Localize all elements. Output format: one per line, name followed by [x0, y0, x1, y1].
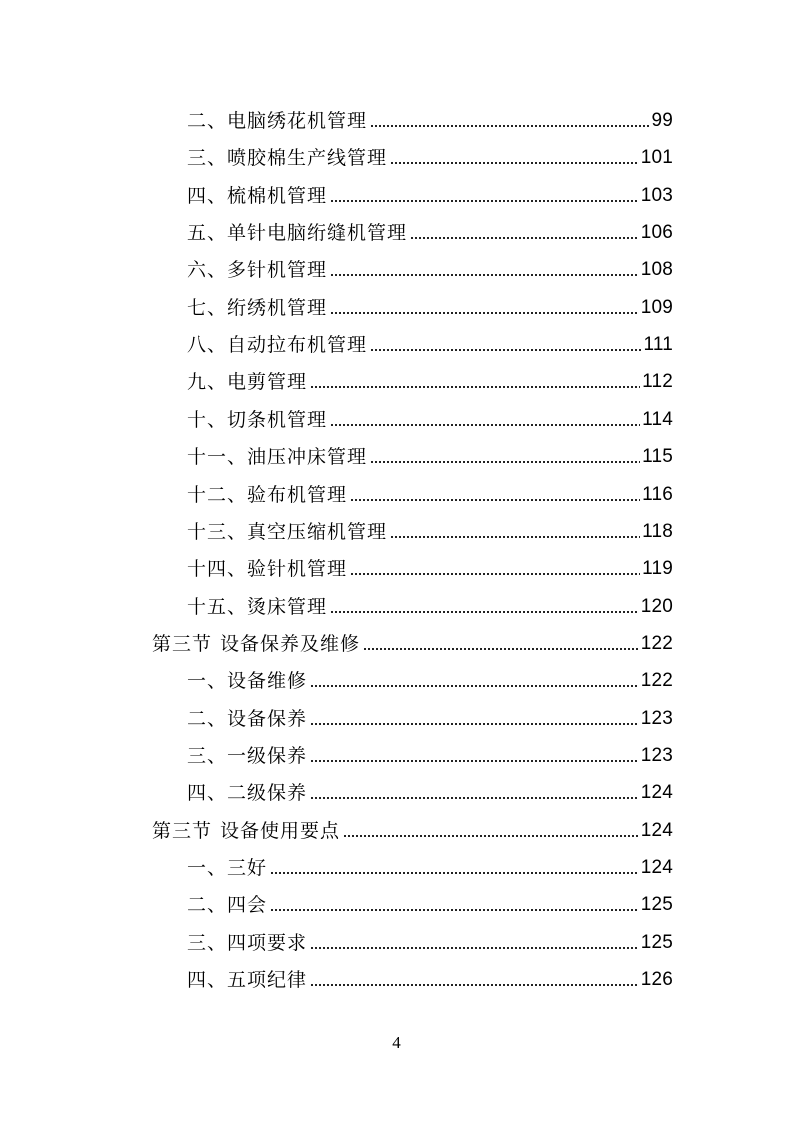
toc-entry[interactable] — [187, 215, 673, 245]
toc-entry[interactable] — [187, 589, 673, 619]
toc-entry[interactable] — [187, 402, 673, 432]
toc-entry-page-number: 116 — [642, 483, 673, 505]
toc-entry-title: 四、五项纪律 — [187, 969, 308, 992]
toc-entry-title: 二、四会 — [187, 894, 268, 917]
dot-leader — [370, 124, 649, 128]
dot-leader — [410, 236, 639, 240]
toc-entry-page-number: 99 — [651, 110, 673, 131]
dot-leader — [370, 348, 642, 352]
toc-entry-title: 二、电脑绣花机管理 — [187, 110, 368, 132]
toc-entry-title: 三、喷胶棉生产线管理 — [187, 147, 388, 170]
toc-entry[interactable] — [187, 887, 673, 917]
dot-leader — [370, 460, 640, 464]
toc-entry-title: 一、三好 — [187, 857, 268, 879]
toc-entry[interactable] — [187, 477, 673, 507]
page-number: 4 — [392, 1033, 401, 1052]
toc-entry-title: 十四、验针机管理 — [187, 558, 348, 581]
dot-leader — [330, 423, 640, 427]
toc-entry[interactable] — [187, 140, 673, 170]
toc-entry[interactable] — [187, 514, 673, 544]
toc-entry-title: 十、切条机管理 — [187, 408, 328, 431]
toc-entry[interactable] — [187, 663, 673, 693]
toc-entry-title: 第三节 设备保养及维修 — [152, 632, 361, 655]
toc-entry-page-number: 124 — [640, 782, 673, 804]
toc-entry-page-number: 119 — [642, 558, 673, 580]
toc-entry-title: 二、设备保养 — [187, 707, 308, 730]
dot-leader — [330, 311, 639, 315]
toc-entry-title: 一、设备维修 — [187, 670, 308, 693]
dot-leader — [350, 572, 640, 576]
toc-entry-page-number: 123 — [640, 707, 673, 729]
toc-entry[interactable] — [152, 813, 673, 843]
toc-entry[interactable] — [187, 327, 673, 357]
dot-leader — [270, 871, 639, 875]
toc-entry-title: 第三节 设备使用要点 — [152, 819, 341, 842]
toc-entry-page-number: 101 — [640, 147, 673, 169]
toc-entry[interactable] — [187, 775, 673, 805]
toc-entry[interactable] — [187, 290, 673, 320]
dot-leader — [330, 199, 639, 203]
toc-entry-page-number: 112 — [642, 371, 673, 393]
toc-entry-title: 九、电剪管理 — [187, 371, 308, 394]
toc-entry-page-number: 115 — [642, 446, 673, 468]
toc-entry-page-number: 109 — [640, 296, 673, 318]
toc-entry-page-number: 126 — [640, 969, 673, 991]
toc-entry-page-number: 125 — [640, 931, 673, 953]
dot-leader — [310, 722, 639, 726]
toc-entry-title: 八、自动拉布机管理 — [187, 334, 368, 357]
dot-leader — [330, 610, 639, 614]
dot-leader — [310, 796, 639, 800]
toc-entry-page-number: 103 — [640, 184, 673, 206]
toc-entry[interactable] — [187, 364, 673, 394]
toc-entry[interactable] — [187, 738, 673, 768]
toc-entry-page-number: 124 — [640, 857, 673, 878]
toc-entry-title: 四、梳棉机管理 — [187, 184, 328, 207]
toc-entry[interactable] — [187, 962, 673, 992]
dot-leader — [390, 535, 640, 539]
toc-entry[interactable] — [187, 925, 673, 955]
toc-entry-page-number: 108 — [640, 259, 673, 281]
dot-leader — [310, 759, 639, 763]
toc-entry-title: 十二、验布机管理 — [187, 483, 348, 506]
dot-leader — [343, 834, 639, 838]
toc-entry-title: 十一、油压冲床管理 — [187, 446, 368, 469]
toc-entry-title: 五、单针电脑绗缝机管理 — [187, 222, 408, 245]
toc-entry-title: 十三、真空压缩机管理 — [187, 520, 388, 543]
toc-entry-page-number: 122 — [640, 632, 673, 654]
dot-leader — [310, 946, 639, 950]
toc-entry[interactable] — [187, 551, 673, 581]
toc-entry-title: 六、多针机管理 — [187, 259, 328, 282]
toc-entry-title: 三、一级保养 — [187, 745, 308, 767]
dot-leader — [270, 908, 639, 912]
toc-entry-page-number: 118 — [642, 520, 673, 542]
toc-entry-title: 七、绗绣机管理 — [187, 296, 328, 319]
toc-entry-page-number: 111 — [643, 334, 673, 356]
toc-entry-page-number: 114 — [642, 408, 673, 430]
toc-entry-page-number: 125 — [640, 894, 673, 916]
toc-entry[interactable] — [152, 626, 673, 656]
dot-leader — [310, 684, 639, 688]
dot-leader — [350, 498, 640, 502]
dot-leader — [363, 647, 639, 651]
toc-entry[interactable] — [187, 850, 673, 880]
toc-entry[interactable] — [187, 103, 673, 133]
dot-leader — [310, 983, 639, 987]
toc-entry-title: 十五、烫床管理 — [187, 595, 328, 618]
dot-leader — [330, 273, 639, 277]
toc-entry-title: 三、四项要求 — [187, 931, 308, 954]
toc-entry-page-number: 123 — [640, 745, 673, 766]
toc-entry-page-number: 122 — [640, 670, 673, 692]
dot-leader — [390, 161, 639, 165]
toc-entry-page-number: 124 — [640, 819, 673, 841]
toc-entry-page-number: 120 — [640, 595, 673, 617]
toc-entry-page-number: 106 — [640, 222, 673, 244]
toc-entry-title: 四、二级保养 — [187, 782, 308, 805]
toc-entry[interactable] — [187, 252, 673, 282]
toc-entry[interactable] — [187, 178, 673, 208]
toc-entry[interactable] — [187, 701, 673, 731]
dot-leader — [310, 385, 640, 389]
toc-entry[interactable] — [187, 439, 673, 469]
